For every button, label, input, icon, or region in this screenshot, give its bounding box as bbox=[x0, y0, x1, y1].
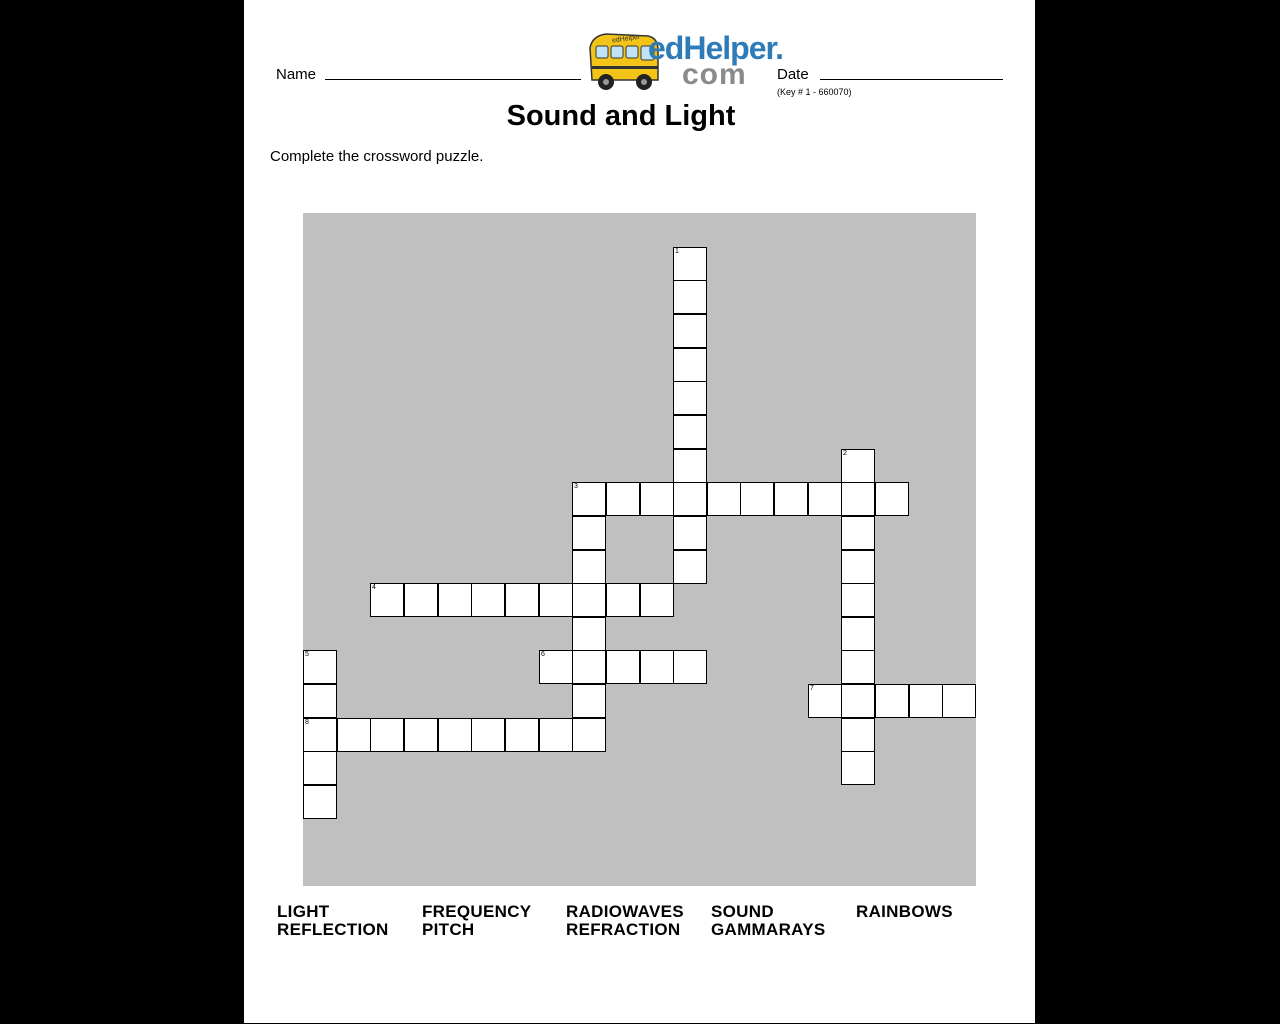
crossword-cell[interactable] bbox=[606, 482, 640, 516]
crossword-cell[interactable] bbox=[707, 482, 741, 516]
crossword-cell[interactable] bbox=[404, 718, 438, 752]
crossword-cell[interactable] bbox=[471, 718, 505, 752]
word-bank-item: RADIOWAVES bbox=[566, 902, 684, 921]
crossword-cell[interactable] bbox=[673, 280, 707, 314]
crossword-cell[interactable] bbox=[808, 684, 842, 718]
crossword-cell[interactable] bbox=[673, 314, 707, 348]
crossword-cell[interactable] bbox=[808, 482, 842, 516]
clue-number: 8 bbox=[305, 719, 309, 726]
word-bank-item: SOUND bbox=[711, 902, 774, 921]
crossword-cell[interactable] bbox=[841, 449, 875, 483]
crossword-cell[interactable] bbox=[673, 650, 707, 684]
clue-number: 5 bbox=[305, 651, 309, 658]
crossword-cell[interactable] bbox=[471, 583, 505, 617]
crossword-cell[interactable] bbox=[673, 415, 707, 449]
crossword-cell[interactable] bbox=[875, 684, 909, 718]
crossword-cell[interactable] bbox=[572, 650, 606, 684]
crossword-cell[interactable] bbox=[942, 684, 976, 718]
edhelper-logo bbox=[586, 28, 784, 98]
crossword-cell[interactable] bbox=[572, 482, 606, 516]
crossword-cell[interactable] bbox=[841, 550, 875, 584]
name-label: Name bbox=[276, 66, 317, 83]
word-bank-item: REFRACTION bbox=[566, 920, 681, 939]
crossword-cell[interactable] bbox=[841, 718, 875, 752]
clue-number: 7 bbox=[810, 685, 814, 692]
word-bank-item: GAMMARAYS bbox=[711, 920, 826, 939]
crossword-cell[interactable] bbox=[673, 482, 707, 516]
crossword-cell[interactable] bbox=[606, 650, 640, 684]
word-bank-item: REFLECTION bbox=[277, 920, 389, 939]
crossword-cell[interactable] bbox=[640, 482, 674, 516]
crossword-cell[interactable] bbox=[303, 718, 337, 752]
crossword-cell[interactable] bbox=[875, 482, 909, 516]
crossword-cell[interactable] bbox=[337, 718, 371, 752]
crossword-cell[interactable] bbox=[673, 516, 707, 550]
crossword-cell[interactable] bbox=[404, 583, 438, 617]
worksheet-page bbox=[244, 0, 1035, 1023]
crossword-cell[interactable] bbox=[673, 247, 707, 281]
crossword-cell[interactable] bbox=[673, 381, 707, 415]
clue-number: 2 bbox=[843, 450, 847, 457]
crossword-cell[interactable] bbox=[505, 583, 539, 617]
crossword-cell[interactable] bbox=[572, 516, 606, 550]
crossword-cell[interactable] bbox=[740, 482, 774, 516]
word-bank-item: LIGHT bbox=[277, 902, 330, 921]
crossword-cell[interactable] bbox=[539, 583, 573, 617]
crossword-cell[interactable] bbox=[303, 684, 337, 718]
crossword-cell[interactable] bbox=[505, 718, 539, 752]
page-title: Sound and Light bbox=[506, 100, 736, 132]
logo-main-text: edHelper. bbox=[648, 30, 784, 66]
crossword-cell[interactable] bbox=[539, 718, 573, 752]
date-label: Date bbox=[777, 66, 809, 83]
bus-text: edHelper bbox=[611, 33, 641, 45]
crossword-cell[interactable] bbox=[640, 650, 674, 684]
crossword-cell[interactable] bbox=[673, 449, 707, 483]
crossword-cell[interactable] bbox=[370, 718, 404, 752]
crossword-cell[interactable] bbox=[572, 684, 606, 718]
clue-number: 6 bbox=[541, 651, 545, 658]
crossword-cell[interactable] bbox=[606, 583, 640, 617]
word-bank-item: RAINBOWS bbox=[856, 902, 953, 921]
word-bank-item: PITCH bbox=[422, 920, 475, 939]
crossword-cell[interactable] bbox=[303, 785, 337, 819]
crossword-cell[interactable] bbox=[841, 684, 875, 718]
crossword-cell[interactable] bbox=[841, 482, 875, 516]
crossword-cell[interactable] bbox=[841, 617, 875, 651]
crossword-cell[interactable] bbox=[303, 650, 337, 684]
crossword-cell[interactable] bbox=[572, 718, 606, 752]
name-line bbox=[325, 79, 581, 80]
crossword-cell[interactable] bbox=[673, 550, 707, 584]
crossword-cell[interactable] bbox=[640, 583, 674, 617]
logo-com-text: com bbox=[682, 58, 747, 91]
crossword-cell[interactable] bbox=[673, 348, 707, 382]
crossword-cell[interactable] bbox=[774, 482, 808, 516]
crossword-cell[interactable] bbox=[909, 684, 943, 718]
answer-key-id: (Key # 1 - 660070) bbox=[777, 87, 852, 97]
crossword-cell[interactable] bbox=[303, 751, 337, 785]
date-line bbox=[820, 79, 1003, 80]
clue-number: 4 bbox=[372, 584, 376, 591]
clue-number: 3 bbox=[574, 483, 578, 490]
crossword-grid bbox=[303, 213, 976, 886]
instructions: Complete the crossword puzzle. bbox=[270, 148, 484, 165]
crossword-cell[interactable] bbox=[841, 650, 875, 684]
crossword-cell[interactable] bbox=[841, 583, 875, 617]
crossword-cell[interactable] bbox=[841, 751, 875, 785]
crossword-cell[interactable] bbox=[572, 617, 606, 651]
crossword-cell[interactable] bbox=[572, 550, 606, 584]
crossword-cell[interactable] bbox=[841, 516, 875, 550]
word-bank-item: FREQUENCY bbox=[422, 902, 532, 921]
crossword-cell[interactable] bbox=[438, 718, 472, 752]
crossword-cell[interactable] bbox=[438, 583, 472, 617]
clue-number: 1 bbox=[675, 248, 679, 255]
crossword-cell[interactable] bbox=[370, 583, 404, 617]
crossword-cell[interactable] bbox=[539, 650, 573, 684]
crossword-cell[interactable] bbox=[572, 583, 606, 617]
